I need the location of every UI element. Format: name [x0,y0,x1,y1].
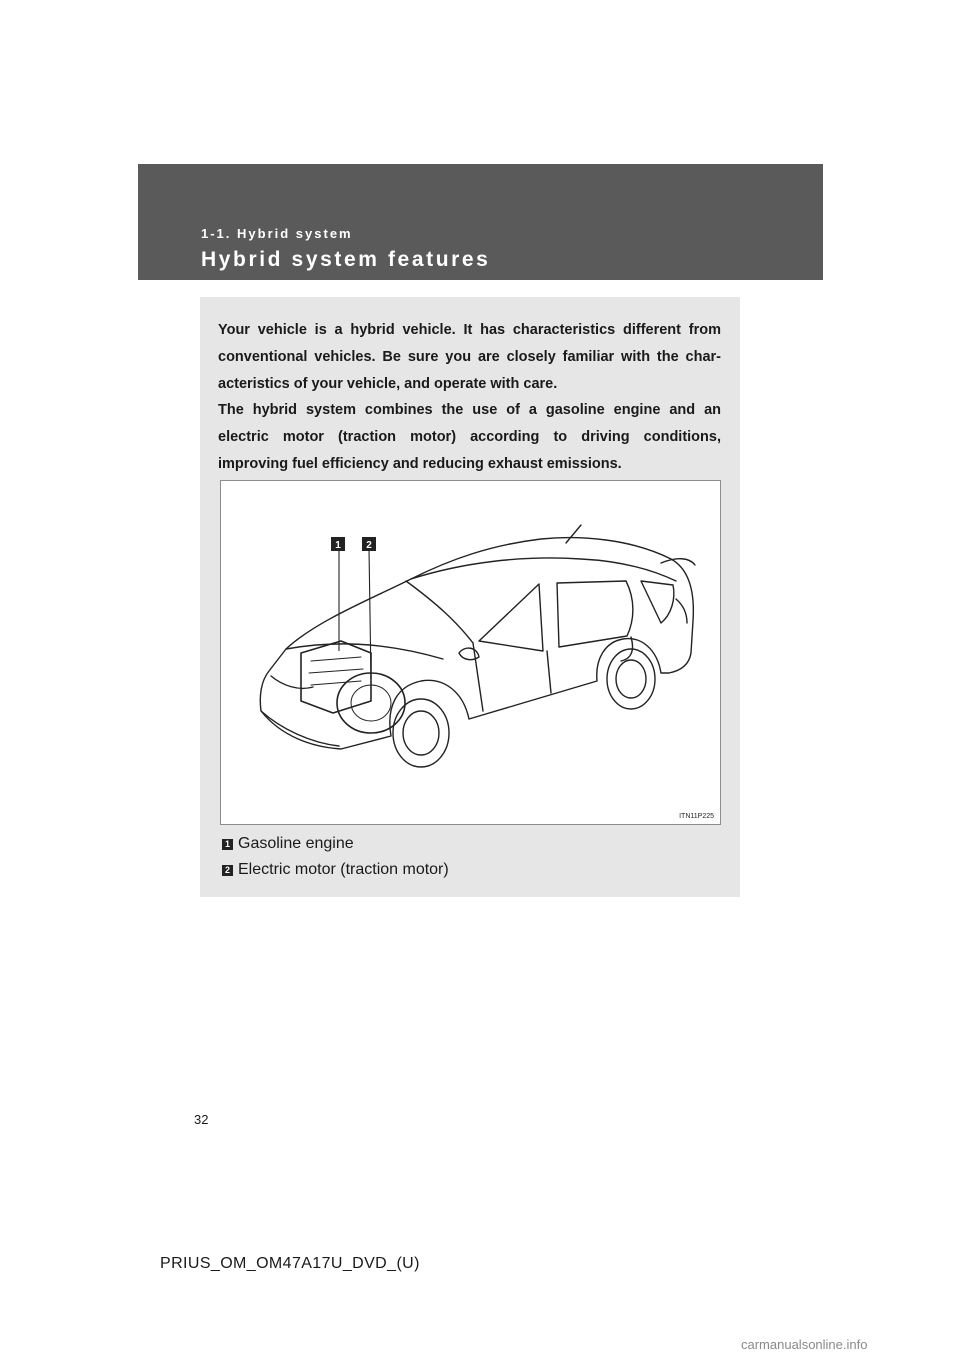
page-title: Hybrid system features [201,248,491,271]
figure-code: ITN11P225 [679,813,714,820]
callout-2-number: 2 [366,540,372,551]
watermark[interactable]: carmanualsonline.info [741,1337,868,1352]
header-bar [138,164,823,280]
front-wheel-rim [403,711,439,755]
legend-number-badge: 2 [222,865,233,876]
rear-wheel-rim [616,660,646,698]
callout-2-leader [369,549,371,679]
section-label: 1-1. Hybrid system [201,226,353,241]
page-number: 32 [194,1112,209,1127]
headlight [271,676,313,688]
engine-block [301,641,371,713]
rear-door-line [547,651,551,693]
intro-paragraph-1: Your vehicle is a hybrid vehicle. It has characteristics different from conventional vehicles. Be sure you are closely familiar with the char-acteristics of your vehicle, and operate with care. [218,322,721,392]
rear-quarter-window [641,581,674,623]
rear-light [676,599,687,623]
car-drawing [221,481,721,825]
side-window-rear [557,581,633,647]
windshield [406,581,473,643]
intro-paragraph-2: The hybrid system combines the use of a gasoline engine and an electric motor (traction motor) according to driving conditions, improving fuel efficiency and reducing exhaust emissions. [218,402,721,472]
car-body-outline [260,538,693,749]
rear-wheel [607,649,655,709]
hybrid-car-illustration [220,480,721,825]
antenna [566,525,581,543]
legend-label: Electric motor (traction motor) [238,861,449,878]
callout-1-number: 1 [335,540,341,551]
legend-item [222,833,354,855]
legend-number-badge: 1 [222,839,233,850]
document-code: PRIUS_OM_OM47A17U_DVD_(U) [160,1255,420,1272]
side-mirror [459,648,479,660]
info-box [200,297,740,897]
legend-item [222,859,449,881]
side-window-front [479,584,543,651]
hood-line [286,644,443,659]
legend-label: Gasoline engine [238,835,354,852]
front-wheel [393,699,449,767]
